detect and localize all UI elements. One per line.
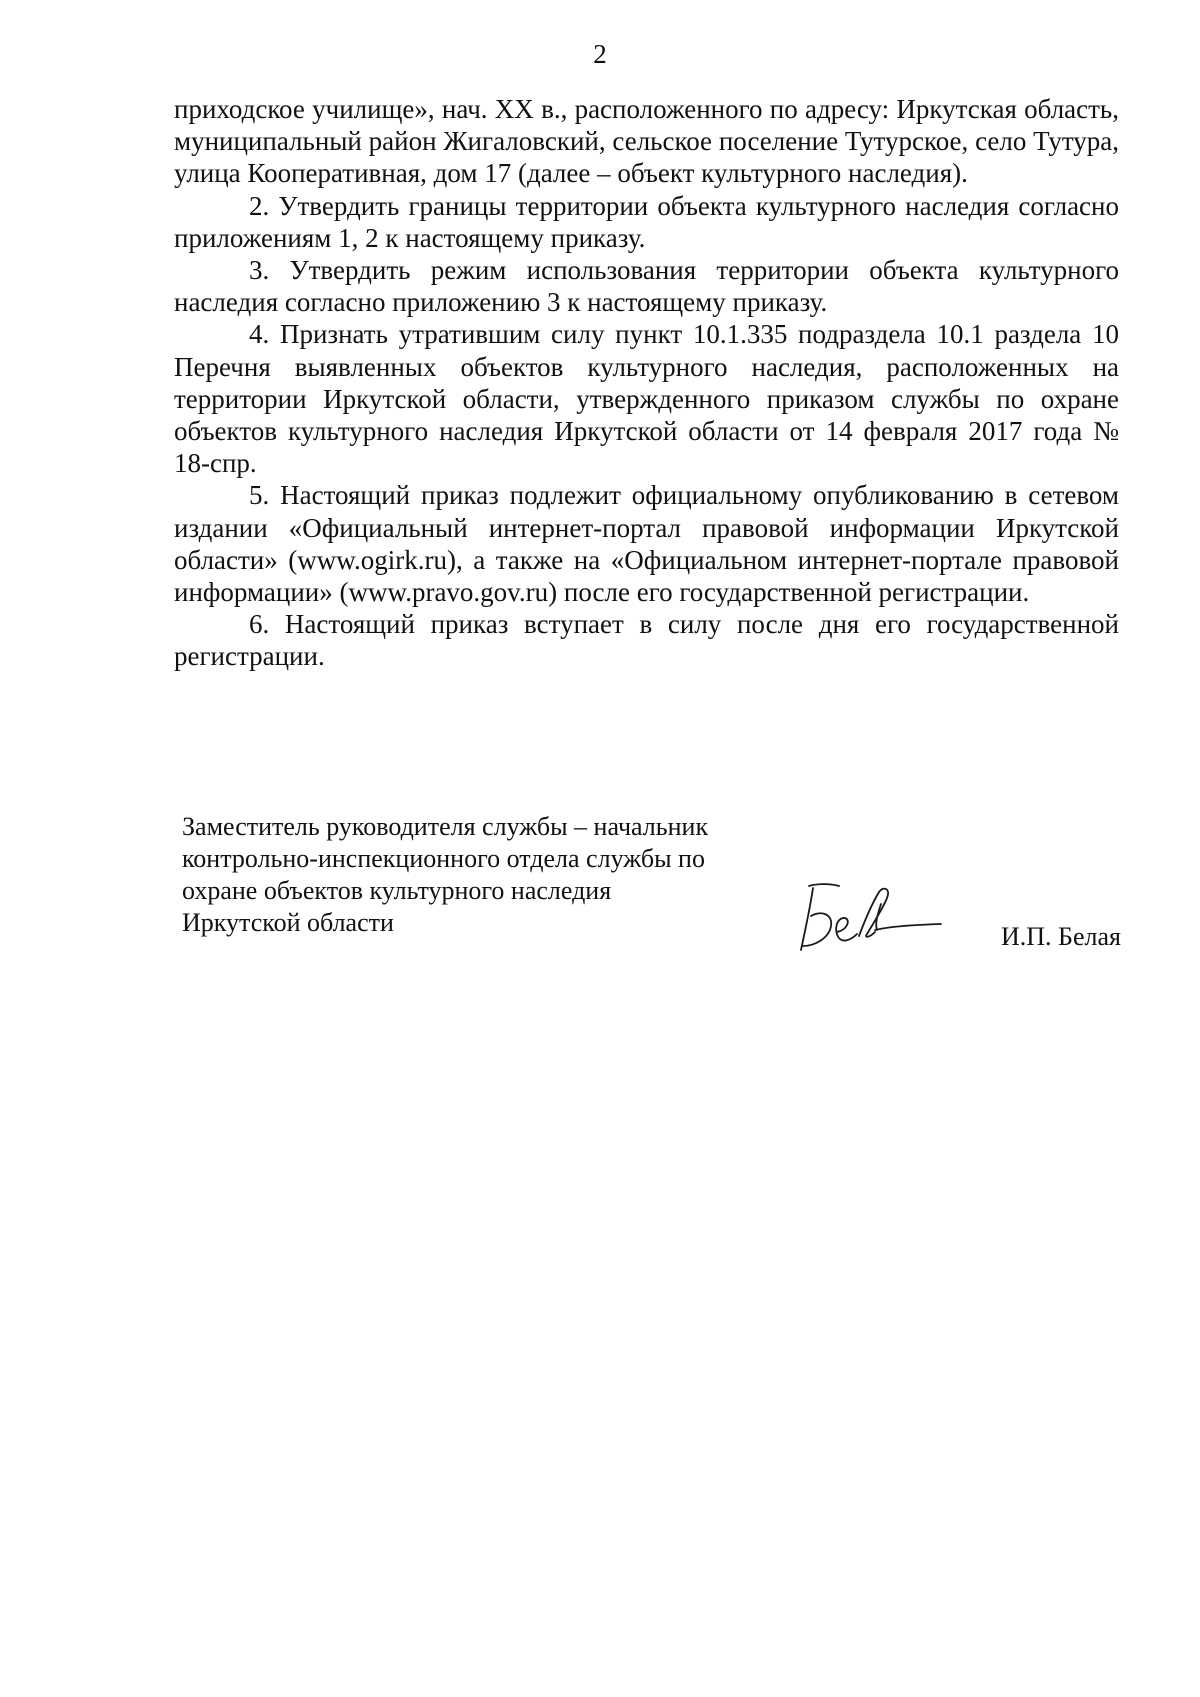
paragraph-item-6: 6. Настоящий приказ вступает в силу после дня его государственной регистрации. bbox=[174, 609, 1119, 672]
signatory-position bbox=[182, 811, 802, 939]
paragraph-item-2: 2. Утвердить границы территории объекта культурного наследия согласно приложениям 1, 2 к настоящему приказу. bbox=[174, 190, 1119, 253]
handwritten-signature bbox=[795, 880, 945, 960]
paragraph-item-5: 5. Настоящий приказ подлежит официальному опубликованию в сетевом издании «Официальный интернет-портал правовой информации Иркутской области» (www.ogirk.ru), а также на «Официальном интернет-портале правовой информации» (www.pravo.gov.ru) после его государственной регистрации. bbox=[174, 480, 1119, 608]
signatory-position-line: охране объектов культурного наследия bbox=[182, 876, 612, 905]
signatory-position-line: Заместитель руководителя службы – начальник bbox=[182, 812, 709, 841]
signer-name: И.П. Белая bbox=[1001, 922, 1121, 951]
signatory-position-line: Иркутской области bbox=[182, 908, 394, 937]
order-body-text bbox=[174, 93, 1119, 673]
signatory-position-line: контрольно-инспекционного отдела службы по bbox=[182, 844, 705, 873]
paragraph-item-3: 3. Утвердить режим использования территории объекта культурного наследия согласно приложению 3 к настоящему приказу. bbox=[174, 255, 1119, 318]
paragraph-continuation: приходское училище», нач. XX в., расположенного по адресу: Иркутская область, муниципальный район Жигаловский, сельское поселение Тутурское, село Тутура, улица Кооперативная, дом 17 (далее – объект культурного наследия). bbox=[174, 94, 1119, 189]
page-number: 2 bbox=[593, 39, 607, 69]
paragraph-item-4: 4. Признать утратившим силу пункт 10.1.335 подраздела 10.1 раздела 10 Перечня выявленных объектов культурного наследия, расположенных на территории Иркутской области, утвержденного приказом службы по охране объектов культурного наследия Иркутской области от 14 февраля 2017 года № 18-спр. bbox=[174, 319, 1119, 479]
